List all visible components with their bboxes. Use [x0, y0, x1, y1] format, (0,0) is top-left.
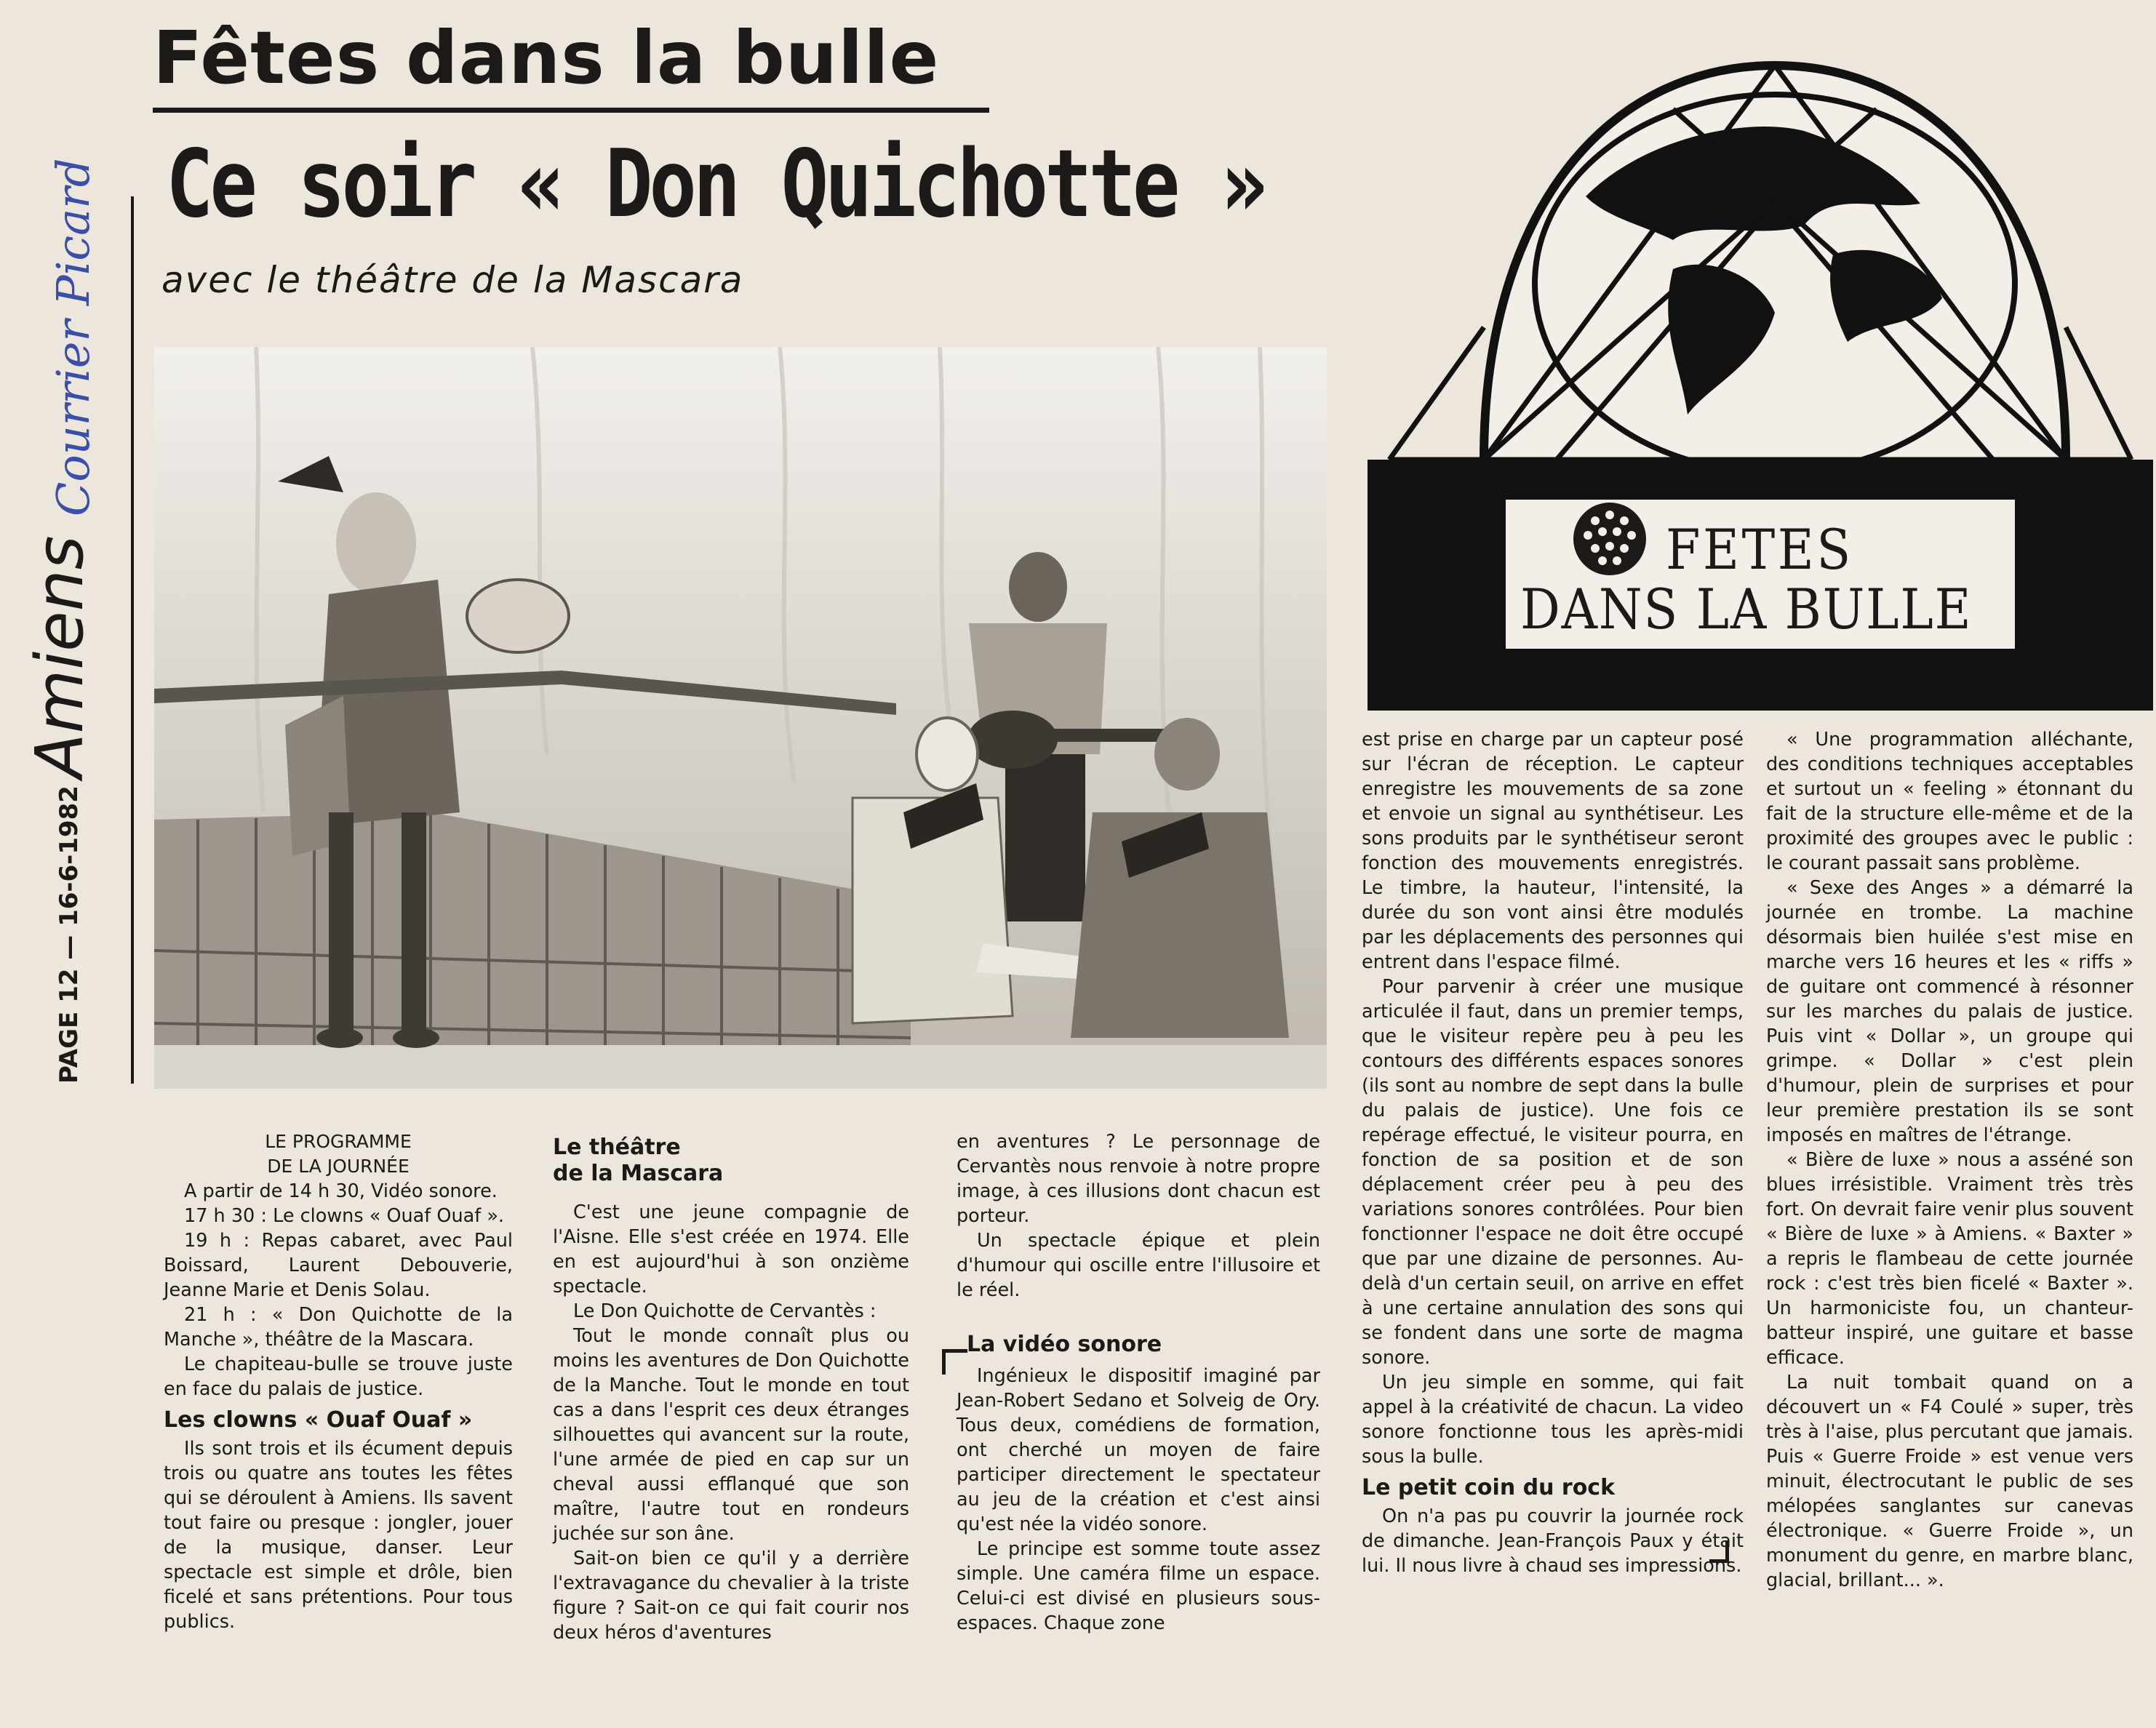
paragraph: 19 h : Repas cabaret, avec Paul Boissard, Laurent Debouverie, Jeanne Marie et Denis Solau. [164, 1230, 513, 1301]
paragraph: « Sexe des Anges » a démarré la journée en trombe. La machine désormais bien huilée s'est mise en marche vers 16 heures et les « riffs » de guitare ont commencé à résonner sur les marches du palais de justice. Puis vint « Dollar », un groupe qui grimpe. « Dollar » c'est plein d'humour, plein de surprises et pour leur première prestation ils se sont imposés en maîtres de l'étrange. [1766, 877, 2133, 1146]
column-theatre [553, 1135, 909, 1645]
stage-photo [154, 347, 1327, 1089]
section-heading: La vidéo sonore [967, 1332, 1162, 1357]
paragraph: 21 h : « Don Quichotte de la Manche », théâtre de la Mascara. [164, 1304, 513, 1351]
section-heading: Le théâtre [553, 1135, 681, 1160]
paragraph: Le Don Quichotte de Cervantès : [573, 1300, 877, 1322]
section-heading-2: de la Mascara [553, 1161, 724, 1186]
paragraph: Pour parvenir à créer une musique articulée il faut, dans un premier temps, que le visiteur repère peu à peu les contours des différents espaces sonores (ils sont au nombre de sept dans la bulle du palais de justice). Une fois ce repérage effectué, le visiteur pourra, en fonction de sa position et de son déplacement créer peu à peu des variations sonores contrôlées. Pour bien fonctionner l'espace ne doit être occupé que par une dizaine de personnes. Au-delà d'un certain seuil, on arrive en effet à une certaine annulation des sons qui se fondent dans une sorte de magma sonore. [1362, 976, 1744, 1369]
column-programme [164, 1129, 513, 1634]
column-video [957, 1129, 1320, 1636]
box-corner-top-left [942, 1349, 967, 1375]
handwritten-source: Courrier Picard [47, 158, 100, 516]
kicker-underline [153, 108, 989, 113]
paragraph: A partir de 14 h 30, Vidéo sonore. [184, 1180, 498, 1202]
paragraph: Sait-on bien ce qu'il y a derrière l'extravagance du chevalier à la triste figure ? Sait-on ce qui fait courir nos deux héros d'aventures [553, 1548, 909, 1644]
disco-ball-icon [1570, 499, 1650, 579]
kicker-title: Fêtes dans la bulle [153, 15, 940, 100]
margin-rule [131, 196, 134, 1084]
paragraph: est prise en charge par un capteur posé sur l'écran de réception. Le capteur enregistre les mouvements de sa zone et envoie un signal au synthétiseur. Les sons produits par le synthétiseur seront fonction des mouvements enregistrés. Le timbre, la hauteur, l'intensité, la durée du son vont ainsi être modulés par les déplacements des personnes qui entrent dans l'espace filmé. [1362, 729, 1744, 973]
margin-stamp [15, 0, 145, 1084]
paragraph: 17 h 30 : Le clowns « Ouaf Ouaf ». [184, 1205, 505, 1227]
headline: Ce soir « Don Quichotte » [166, 130, 1265, 239]
page-reference: PAGE 12 — 16-6-1982 [55, 785, 84, 1084]
paragraph: Un spectacle épique et plein d'humour qui oscille entre l'illusoire et le réel. [957, 1230, 1320, 1301]
paragraph: en aventures ? Le personnage de Cervantès nous renvoie à notre propre image, à ces illusions dont chacun est porteur. [957, 1131, 1320, 1227]
paragraph: Ils sont trois et ils écument depuis trois ou quatre ans toutes les fêtes qui se déroulent à Amiens. Ils savent tout faire ou presque : jongler, jouer de la musique, danser. Leur spectacle est simple et drôle, bien ficelé et sans prétentions. Pour tous publics. [164, 1438, 513, 1633]
paragraph: La nuit tombait quand on a découvert un « F4 Coulé » super, très très à l'aise, plus percutant que jamais. Puis « Guerre Froide » est venue vers minuit, électrocutant le public de ses mélopées sanglantes sur canevas électronique. « Guerre Froide », un monument du genre, en marbre blanc, glacial, brillant... ». [1766, 1372, 2133, 1591]
column-capteur [1362, 727, 1744, 1578]
paragraph: « Bière de luxe » nous a asséné son blues irrésistible. Vraiment très très fort. On devrait faire venir plus souvent « Bière de luxe » à Amiens. « Baxter » a repris le flambeau de cette journée rock : c'est très bien ficelé « Baxter ». Un harmoniciste fou, un chanteur-batteur inspiré, une guitare et basse efficace. [1766, 1149, 2133, 1369]
paragraph: Tout le monde connaît plus ou moins les aventures de Don Quichotte de la Manche. Tout le monde en tout cas a dans l'esprit ces deux étranges silhouettes qui avancent sur la route, l'une armée de pied en cap sur un cheval aussi efflanqué que son maître, l'autre tout en rondeurs juchée sur son âne. [553, 1325, 909, 1545]
paragraph: Un jeu simple en somme, qui fait appel à la créativité de chacun. La video sonore fonctionne tous les après-midi sous la bulle. [1362, 1372, 1744, 1468]
paragraph: On n'a pas pu couvrir la journée rock de dimanche. Jean-François Paux y était lui. Il nous livre à chaud ses impressions. [1362, 1505, 1744, 1577]
section-heading: Le petit coin du rock [1362, 1475, 1616, 1500]
paragraph: Le chapiteau-bulle se trouve juste en face du palais de justice. [164, 1353, 513, 1400]
paragraph: C'est une jeune compagnie de l'Aisne. Elle s'est créée en 1974. Elle en est aujourd'hui à son onzième spectacle. [553, 1201, 909, 1297]
subheadline: avec le théâtre de la Mascara [161, 259, 744, 301]
section-heading: Les clowns « Ouaf Ouaf » [164, 1407, 473, 1433]
paragraph: « Une programmation alléchante, des conditions techniques acceptables et surtout un « feeling » étonnant du fait de la structure elle-même et de la proximité des groupes avec le public : le courant passait sans problème. [1766, 729, 2133, 874]
box-corner-bottom-right [1709, 1540, 1729, 1563]
paragraph: Le principe est somme toute assez simple. Une caméra filme un espace. Celui-ci est divisé en plusieurs sous-espaces. Chaque zone [957, 1538, 1320, 1634]
logo-text-line2: DANS LA BULLE [1520, 577, 1973, 641]
city-name: Amiens [22, 535, 98, 778]
paragraph: Ingénieux le dispositif imaginé par Jean-Robert Sedano et Solveig de Ory. Tous deux, comédiens de formation, ont cherché un moyen de faire participer directement le spectateur au jeu de la création et c'est ainsi qu'est née la vidéo sonore. [957, 1365, 1320, 1535]
logo-text-line1: FETES [1666, 517, 1853, 582]
programme-title: LE PROGRAMME [265, 1131, 412, 1152]
column-rock [1766, 727, 2133, 1593]
programme-title-2: DE LA JOURNÉE [267, 1156, 410, 1177]
